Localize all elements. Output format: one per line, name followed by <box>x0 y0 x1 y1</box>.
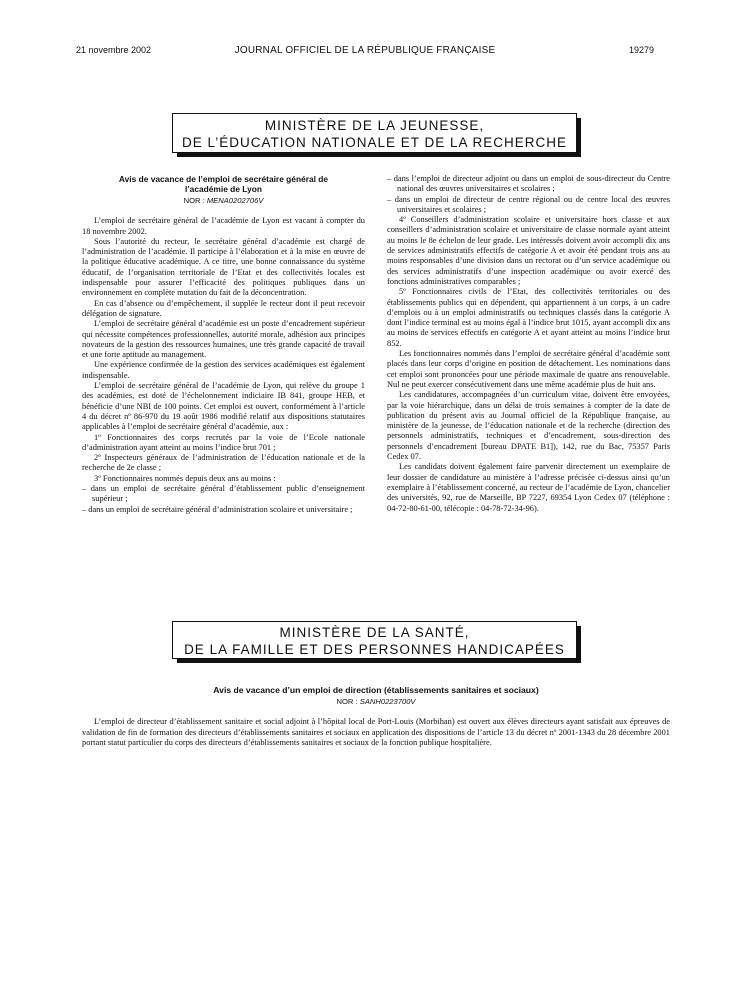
ministry-box-sante <box>172 621 577 659</box>
nor-label: NOR : <box>183 196 205 205</box>
paragraph: Les candidatures, accompagnées d’un curriculum vitae, doivent être envoyées, par la voie hiérarchique, dans un délai de trois semaines à compter de la date de publication du présent avis au Journal officiel de la République française, au ministère de la jeunesse, de l’éducation nationale et de la recherche (direction des personnels administratifs, techniques et d’encadrement, sous-direction des personnels d’encadrement [bureau DPATE B1]), 142, rue du Bac, 75357 Paris Cedex 07. <box>387 390 670 462</box>
nor-code: SANH0223700V <box>359 697 416 706</box>
ministry-line-1: MINISTÈRE DE LA JEUNESSE, <box>264 118 485 133</box>
dash-item: – dans un emploi de secrétaire général d’établissement public d’enseignement supérieur ; <box>82 484 365 504</box>
ministry-line-2: DE LA FAMILLE ET DES PERSONNES HANDICAPÉES <box>184 642 565 657</box>
paragraph: Une expérience confirmée de la gestion des services académiques est également indispensable. <box>82 360 365 380</box>
nor-reference <box>82 196 365 206</box>
page-number: 19279 <box>628 45 654 55</box>
paragraph: En cas d’absence ou d’empêchement, il supplée le recteur dont il peut recevoir délégation de signature. <box>82 298 365 318</box>
paragraph: L’emploi de secrétaire général d’académie est un poste d’encadrement supérieur qui nécessite compétences professionnelles, autorité morale, adhésion aux principes novateurs de la gestion des ressources humaines, une très grande capacité de travail et une forte aptitude au management. <box>82 319 365 360</box>
paragraph: L’emploi de directeur d’établissement sanitaire et social adjoint à l’hôpital local de Port-Louis (Morbihan) est ouvert aux élèves directeurs ayant satisfait aux épreuves de validation de fin de formation des directeurs d’établissements sanitaires et sociaux en application des dispositions de l’article 13 du décret nº 2001-1343 du 28 décembre 2001 portant statut particulier du corps des directeurs d’établissements sanitaires et sociaux de la fonction publique hospitalière. <box>82 717 670 747</box>
ministry-line-2: DE L’ÉDUCATION NATIONALE ET DE LA RECHERCHE <box>181 135 568 150</box>
left-column <box>82 174 365 515</box>
notice-direction-section <box>82 685 670 748</box>
paragraph: 4º Conseillers d’administration scolaire et universitaire hors classe et aux conseillers d’administration scolaire et universitaire de classe normale ayant atteint au moins le 8e échelon de leur grade. Les intéressés doivent avoir accompli dix ans de services administratifs effectifs de catégorie A et avoir été pendant trois ans au moins responsables d’une division dans un rectorat ou d’un service académique ou des services administratifs d’une inspection académique ou avoir exercé des fonctions administratives comparables ; <box>387 215 670 286</box>
issue-date: 21 novembre 2002 <box>76 45 152 55</box>
right-column <box>387 174 670 514</box>
nor-reference <box>82 697 670 707</box>
journal-title: JOURNAL OFFICIEL DE LA RÉPUBLIQUE FRANÇAISE <box>234 45 496 56</box>
notice-title: Avis de vacance de l’emploi de secrétaire général de l’académie de Lyon <box>118 174 329 194</box>
paragraph: Les fonctionnaires nommés dans l’emploi de secrétaire général d’académie sont placés dans leur corps d’origine en position de détachement. Les nominations dans cet emploi sont prononcées pour une période maximale de quatre ans renouvelable. Nul ne peut exercer consécutivement dans une même académie plus de huit ans. <box>387 349 670 389</box>
paragraph: Les candidats doivent également faire parvenir directement un exemplaire de leur dossier de candidature au ministère à l’adresse précisée ci-dessus ainsi qu’un exemplaire à l’établissement concerné, au recteur de l’académie de Lyon, chancelier des universités, 92, rue de Marseille, BP 7227, 69354 Lyon Cedex 07 (téléphone : 04-72-80-61-00, télécopie : 04-78-72-34-96). <box>387 462 670 513</box>
paragraph: 5º Fonctionnaires civils de l’Etat, des collectivités territoriales ou des établissements publics qui en dépendent, qui appartiennent à un corps, à un cadre d’emplois ou à un emploi administratifs ou techniques classés dans la catégorie A dont l’indice terminal est au moins égal à l’indice brut 1015, ayant accompli dix ans au moins de services effectifs en catégorie A et ayant atteint au moins l’indice brut 852. <box>387 287 670 348</box>
paragraph: 3º Fonctionnaires nommés depuis deux ans au moins : <box>94 473 276 483</box>
paragraph: L’emploi de secrétaire général de l’académie de Lyon, qui relève du groupe 1 des académies, est doté de l’échelonnement indiciaire IB 841, groupe HEB, et bénéficie d’une NBI de 100 points. Cet emploi est ouvert, conformément à l’article 4 du décret nº 86-970 du 19 août 1986 modifié relatif aux dispositions statutaires applicables à l’emploi de secrétaire général d’académie, aux : <box>82 381 365 432</box>
nor-code: MENA0202706V <box>206 196 264 205</box>
paragraph: 1º Fonctionnaires des corps recrutés par la voie de l’Ecole nationale d’administration ayant atteint au moins l’indice brut 701 ; <box>82 432 365 452</box>
page-header <box>76 45 654 59</box>
paragraph: 2º Inspecteurs généraux de l’administration de l’éducation nationale et de la recherche de 2e classe ; <box>82 453 365 473</box>
nor-label: NOR : <box>336 697 358 706</box>
ministry-line-1: MINISTÈRE DE LA SANTÉ, <box>279 625 470 640</box>
paragraph: L’emploi de secrétaire général de l’académie de Lyon est vacant à compter du 18 novembre 2002. <box>82 216 365 236</box>
dash-item: – dans un emploi de directeur de centre régional ou de centre local des œuvres universitaires et scolaires ; <box>387 194 670 214</box>
paragraph: Sous l’autorité du recteur, le secrétaire général d’académie est chargé de l’administration de l’académie. Il participe à l’élaboration et à la mise en œuvre de la politique éducative académique. A ce titre, une bonne connaissance du système éducatif, de l’organisation territoriale de l’Etat et des collectivités locales est indispensable pour assurer l’efficacité des politiques publiques dans un environnement en complète mutation du fait de la déconcentration. <box>82 236 365 298</box>
ministry-box-education <box>172 113 577 153</box>
dash-item: – dans l’emploi de directeur adjoint ou dans un emploi de sous-directeur du Centre national des œuvres universitaires et scolaires ; <box>387 174 670 194</box>
notice-title: Avis de vacance d’un emploi de direction (établissements sanitaires et sociaux) <box>213 685 539 695</box>
dash-item: – dans un emploi de secrétaire général d’administration scolaire et universitaire ; <box>82 504 353 514</box>
